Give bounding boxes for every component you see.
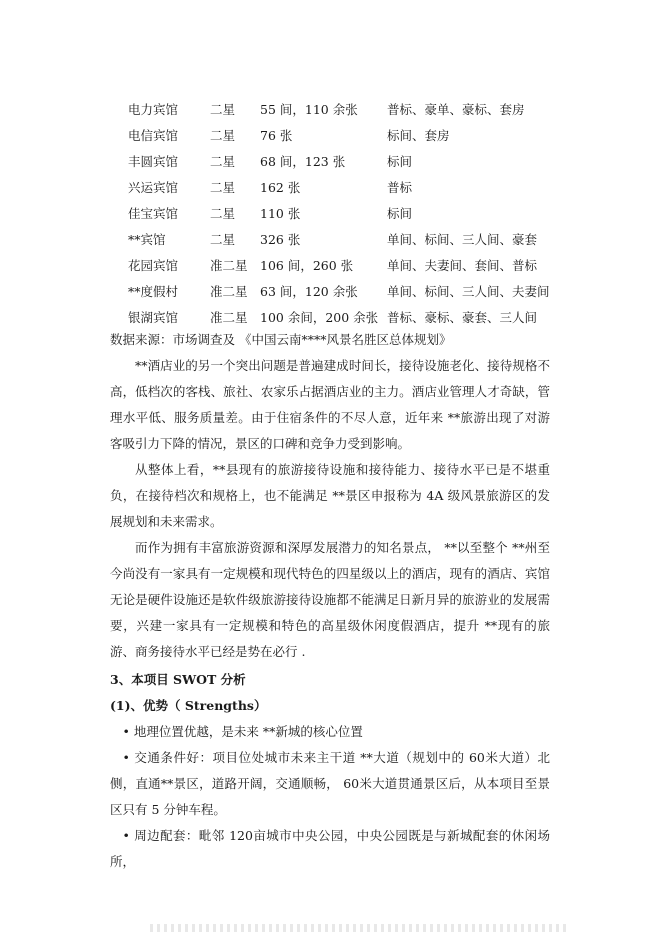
hotel-star: 二星 [210,102,236,117]
hotel-row [128,122,587,148]
hotel-star: 准二星 [210,258,248,273]
hotel-name: 丰圆宾馆 [128,154,179,169]
hotel-room-types: 标间 [387,154,413,169]
hotel-room-types: 单间、标间、三人间、豪套 [387,232,538,247]
hotel-star: 二星 [210,180,236,195]
hotel-name: 银湖宾馆 [128,310,179,325]
paragraph-overall [110,457,550,535]
section-heading: 3、本项目 SWOT 分析 [110,672,246,687]
hotel-table [128,96,587,330]
hotel-star: 准二星 [210,284,248,299]
hotel-room-types: 单间、标间、三人间、夫妻间 [387,284,550,299]
paragraph-text: **酒店业的另一个突出问题是普遍建成时间长，接待设施老化、接待规格不高，低档次的客栈、旅社、农家乐占据酒店业的主力。酒店业管理人才奇缺，管理水平低、服务质量差。由于住宿条件的不尽人意，近年来 **旅游出现了对游客吸引力下降的情况，景区的口碑和竞争力受到影响。 [110,358,550,451]
strengths-list [110,719,550,875]
hotel-room-types: 标间、套房 [387,128,450,143]
hotel-rooms: 100 余间，200 余张 [260,310,379,325]
hotel-name: 花园宾馆 [128,258,179,273]
hotel-star: 二星 [210,154,236,169]
hotel-rooms: 55 间，110 余张 [260,102,358,117]
hotel-rooms: 110 张 [260,206,301,221]
paragraph-text: 而作为拥有丰富旅游资源和深厚发展潜力的知名景点， **以至整个 **州至今尚没有一家具有一定规模和现代特色的四星级以上的酒店，现有的酒店、宾馆无论是硬件设施还是软件级旅游接待设施都不能满足日新月异的旅游业的发展需要，兴建一家具有一定规模和特色的高星级休闲度假酒店，提升 **现有的旅游、商务接待水平已经是势在必行 . [110,540,550,659]
hotel-row [128,278,587,304]
hotel-room-types: 标间 [387,206,413,221]
hotel-row [128,200,587,226]
hotel-room-types: 普标 [387,180,413,195]
bullet-item: • 交通条件好：项目位处城市未来主干道 **大道（规划中的 60米大道）北侧，直通**景区，道路开阔，交通顺畅， 60米大道贯通景区后，从本项目至景区只有 5 分钟车程。 [110,750,550,817]
hotel-name: 佳宝宾馆 [128,206,179,221]
hotel-star: 二星 [210,232,236,247]
hotel-name: 电信宾馆 [128,128,179,143]
hotel-name: 电力宾馆 [128,102,179,117]
hotel-row [128,148,587,174]
data-source-line: 数据来源：市场调查及 《中国云南****风景名胜区总体规划》 [110,332,452,347]
hotel-room-types: 单间、夫妻间、套间、普标 [387,258,538,273]
hotel-row [128,174,587,200]
sub-heading-strengths: (1)、优势（ Strengths） [110,698,267,713]
hotel-rooms: 326 张 [260,232,301,247]
hotel-row [128,96,587,122]
hotel-rooms: 106 间，260 张 [260,258,354,273]
hotel-name: **度假村 [128,284,179,299]
hotel-star: 二星 [210,128,236,143]
bullet-item: • 周边配套：毗邻 120亩城市中央公园，中央公园既是与新城配套的休闲场所， [110,828,550,869]
hotel-star: 准二星 [210,310,248,325]
bullet-item: • 地理位置优越，是未来 **新城的核心位置 [122,724,363,739]
hotel-rooms: 63 间，120 余张 [260,284,358,299]
hotel-star: 二星 [210,206,236,221]
paragraph-need [110,535,550,665]
hotel-room-types: 普标、豪标、豪套、三人间 [387,310,538,325]
hotel-name: 兴运宾馆 [128,180,179,195]
scan-artifact [150,924,570,932]
paragraph-hotel-problems [110,353,550,457]
hotel-name: **宾馆 [128,232,166,247]
paragraph-text: 从整体上看，**县现有的旅游接待设施和接待能力、接待水平已是不堪重负，在接待档次和规格上，也不能满足 **景区申报称为 4A 级风景旅游区的发展规划和未来需求。 [110,462,550,529]
hotel-room-types: 普标、豪单、豪标、套房 [387,102,525,117]
hotel-rooms: 162 张 [260,180,301,195]
hotel-row [128,226,587,252]
hotel-row [128,252,587,278]
hotel-rooms: 68 间，123 张 [260,154,346,169]
hotel-rooms: 76 张 [260,128,293,143]
